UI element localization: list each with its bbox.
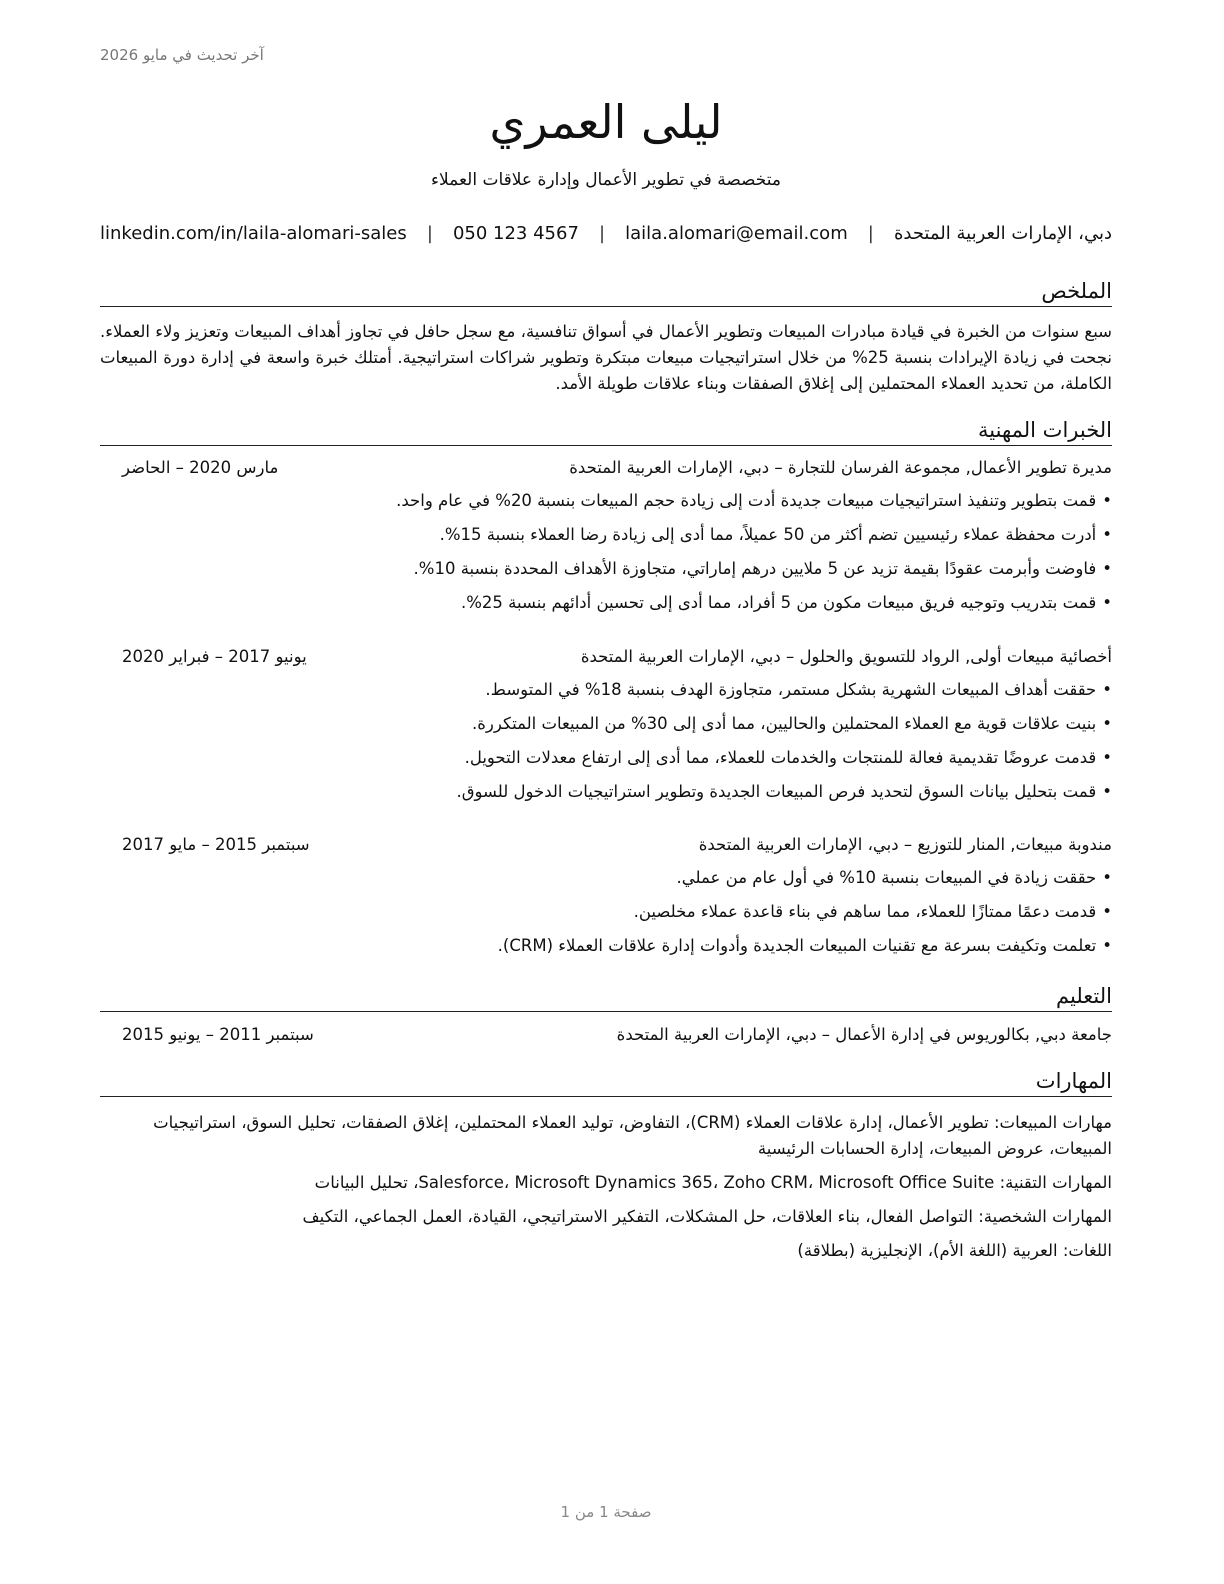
job-bullet: • بنيت علاقات قوية مع العملاء المحتملين والحاليين، مما أدى إلى 30% من المبيعات المتكررة. [100, 707, 1112, 741]
contact-phone: 050 123 4567 [452, 223, 579, 244]
job-bullet: • أدرت محفظة عملاء رئيسيين تضم أكثر من 50 عميلاً، مما أدى إلى زيادة رضا العملاء بنسبة 15%. [100, 518, 1112, 552]
job-bullet: • قمت بتدريب وتوجيه فريق مبيعات مكون من 5 أفراد، مما أدى إلى تحسين أدائهم بنسبة 25%. [100, 586, 1112, 620]
job-date: سبتمبر 2015 – مايو 2017 [122, 835, 310, 854]
candidate-tagline: متخصصة في تطوير الأعمال وإدارة علاقات العملاء [430, 170, 782, 190]
job-title: مديرة تطوير الأعمال, مجموعة الفرسان للتجارة – دبي، الإمارات العربية المتحدة [569, 458, 1112, 477]
education-date: سبتمبر 2011 – يونيو 2015 [122, 1025, 314, 1044]
summary-heading: الملخص [100, 277, 1112, 307]
job-title: مندوبة مبيعات, المنار للتوزيع – دبي، الإمارات العربية المتحدة [698, 835, 1112, 854]
job-bullet: • قدمت عروضًا تقديمية فعالة للمنتجات والخدمات للعملاء، مما أدى إلى ارتفاع معدلات التحويل. [100, 741, 1112, 775]
contact-separator: | [598, 223, 606, 244]
last-updated: آخر تحديث في مايو 2026 [100, 46, 264, 64]
contact-separator: | [867, 223, 874, 244]
job-bullets [100, 673, 1112, 809]
job-bullet: • قدمت دعمًا ممتازًا للعملاء، مما ساهم في بناء قاعدة عملاء مخلصين. [100, 895, 1112, 929]
job-bullet: • تعلمت وتكيفت بسرعة مع تقنيات المبيعات الجديدة وأدوات إدارة علاقات العملاء (CRM). [100, 929, 1112, 963]
job-bullet: • فاوضت وأبرمت عقودًا بقيمة تزيد عن 5 ملايين درهم إماراتي، متجاوزة الأهداف المحددة بنسبة 10%. [100, 552, 1112, 586]
contact-email[interactable]: laila.alomari@email.com [625, 223, 848, 244]
candidate-name: ليلى العمري [489, 95, 723, 149]
contact-linkedin[interactable]: linkedin.com/in/laila-alomari-sales [100, 223, 407, 244]
skills-heading: المهارات [100, 1067, 1112, 1097]
job-bullet: • قمت بتطوير وتنفيذ استراتيجيات مبيعات جديدة أدت إلى زيادة حجم المبيعات بنسبة 20% في عام واحد. [100, 484, 1112, 518]
education-heading: التعليم [100, 982, 1112, 1012]
contact-line [100, 223, 1112, 244]
job-bullets [100, 484, 1112, 620]
skills-line-languages: اللغات: العربية (اللغة الأم)، الإنجليزية (بطلاقة) [797, 1241, 1112, 1260]
skills-list [100, 1110, 1112, 1272]
job-bullet: • قمت بتحليل بيانات السوق لتحديد فرص المبيعات الجديدة وتطوير استراتيجيات الدخول للسوق. [100, 775, 1112, 809]
page-number: صفحة 1 من 1 [560, 1503, 652, 1521]
experience-heading: الخبرات المهنية [100, 416, 1112, 446]
contact-separator: | [426, 223, 433, 244]
job-bullet: • حققت زيادة في المبيعات بنسبة 10% في أول عام من عملي. [100, 861, 1112, 895]
education-title: جامعة دبي, بكالوريوس في إدارة الأعمال – دبي، الإمارات العربية المتحدة [616, 1025, 1112, 1044]
education-entry [100, 1025, 1112, 1051]
job-date: يونيو 2017 – فبراير 2020 [122, 647, 307, 666]
job-bullet: • حققت أهداف المبيعات الشهرية بشكل مستمر، متجاوزة الهدف بنسبة 18% في المتوسط. [100, 673, 1112, 707]
summary-text: سبع سنوات من الخبرة في قيادة مبادرات المبيعات وتطوير الأعمال في أسواق تنافسية، مع سجل حافل في تجاوز أهداف المبيعات وتعزيز ولاء العملاء. نجحت في زيادة الإيرادات بنسبة 25% من خلال استراتيجيات مبيعات مبتكرة وتطوير شراكات استراتيجية. أمتلك خبرة واسعة في إدارة دورة المبيعات الكاملة، من تحديد العملاء المحتملين إلى إغلاق الصفقات وبناء علاقات طويلة الأمد. [100, 322, 1112, 393]
skills-line-sales: مهارات المبيعات: تطوير الأعمال، إدارة علاقات العملاء (CRM)، التفاوض، توليد العملاء المحتملين، إغلاق الصفقات، تحليل السوق، استراتيجيات المبيعات، عروض المبيعات، إدارة الحسابات الرئيسية [153, 1113, 1112, 1158]
skills-line-technical: المهارات التقنية: Salesforce، Microsoft Dynamics 365، Zoho CRM، Microsoft Office Suite، تحليل البيانات [314, 1173, 1112, 1192]
skills-line-soft: المهارات الشخصية: التواصل الفعال، بناء العلاقات، حل المشكلات، التفكير الاستراتيجي، القيادة، العمل الجماعي، التكيف [302, 1207, 1112, 1226]
job-bullets [100, 861, 1112, 963]
job-date: مارس 2020 – الحاضر [122, 458, 279, 477]
job-entry [100, 458, 1112, 484]
job-entry [100, 835, 1112, 861]
job-title: أخصائية مبيعات أولى, الرواد للتسويق والحلول – دبي، الإمارات العربية المتحدة [580, 647, 1112, 666]
contact-location: دبي، الإمارات العربية المتحدة [893, 223, 1112, 244]
resume-page [100, 0, 1112, 1584]
job-entry [100, 647, 1112, 673]
